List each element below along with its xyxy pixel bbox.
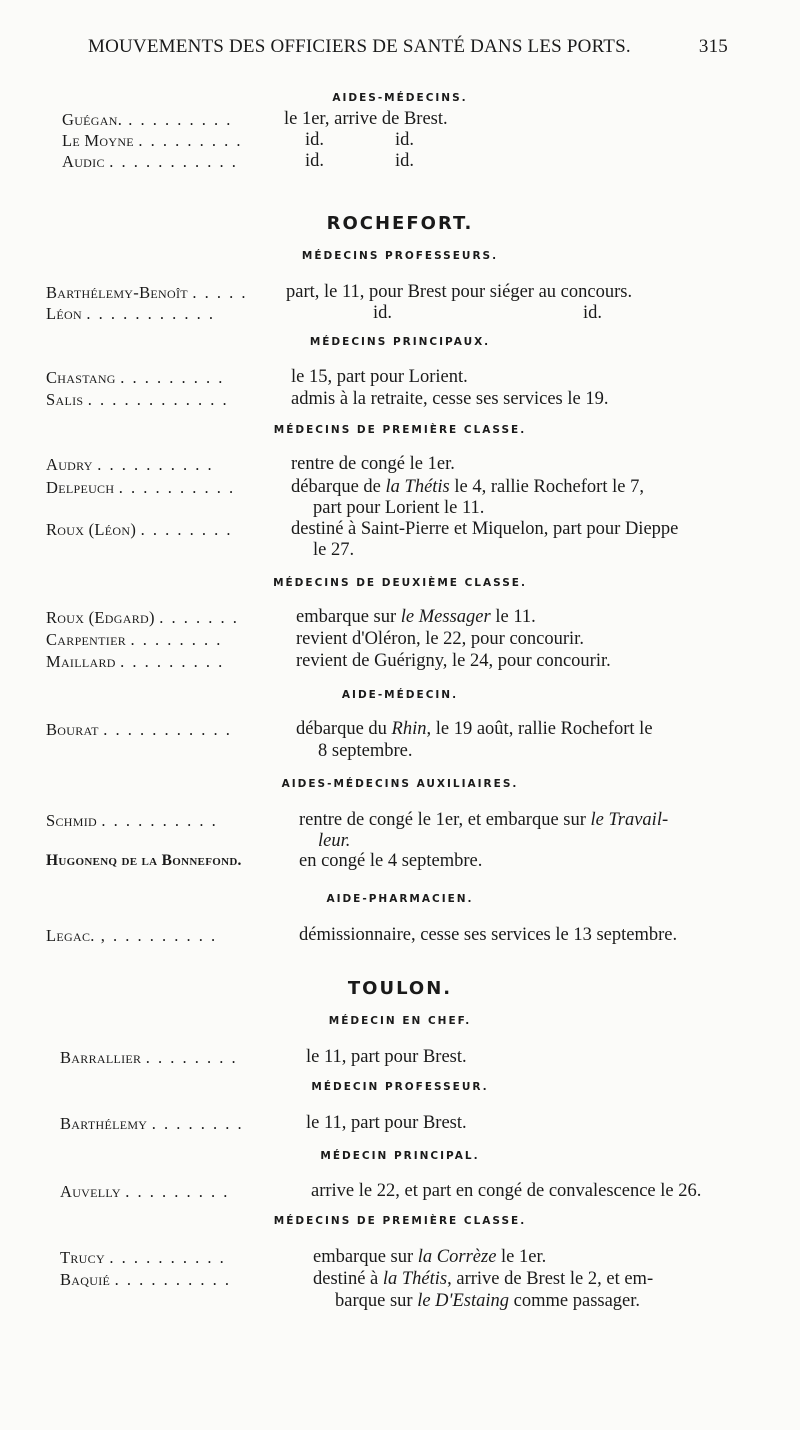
entry-text: id. xyxy=(395,151,415,171)
section-heading: MÉDECINS DE PREMIÈRE CLASSE. xyxy=(273,1215,527,1227)
officer-name: Delpeuch . . . . . . . . . . xyxy=(46,478,236,497)
officer-name: Roux (Léon) . . . . . . . . xyxy=(46,520,233,539)
port-heading: TOULON. xyxy=(347,978,453,999)
ship-name: la Thétis xyxy=(382,1269,448,1289)
section-heading: MÉDECIN EN CHEF. xyxy=(328,1015,472,1027)
section-heading: AIDE-PHARMACIEN. xyxy=(326,893,474,905)
entry-text: embarque sur la Corrèze le 1er. xyxy=(313,1247,547,1267)
officer-name: Audic . . . . . . . . . . . xyxy=(62,152,238,171)
entry-text: id. xyxy=(373,303,393,323)
entry-text: destiné à la Thétis, arrive de Brest le 2, et em- xyxy=(313,1269,654,1289)
section-heading: MÉDECINS DE DEUXIÈME CLASSE. xyxy=(273,577,527,589)
ship-name: le Messager xyxy=(400,607,491,627)
officer-name: Roux (Edgard) . . . . . . . xyxy=(46,608,239,627)
entry-text-continued: part pour Lorient le 11. xyxy=(313,498,485,518)
entry-text: débarque de la Thétis le 4, rallie Rochefort le 7, xyxy=(291,477,644,497)
ship-name: le Travail- xyxy=(590,810,669,830)
section-heading: AIDES-MÉDECINS AUXILIAIRES. xyxy=(281,778,519,790)
entry-text: id. xyxy=(583,303,603,323)
officer-name: Barrallier . . . . . . . . xyxy=(60,1048,238,1067)
entry-text: en congé le 4 septembre. xyxy=(299,851,483,871)
entry-text: embarque sur le Messager le 11. xyxy=(296,607,536,627)
page-number: 315 xyxy=(698,36,728,57)
ship-name: Rhin xyxy=(391,719,427,739)
officer-name: Léon . . . . . . . . . . . xyxy=(46,304,216,323)
entry-text: le 1er, arrive de Brest. xyxy=(284,109,448,129)
entry-text: démissionnaire, cesse ses services le 13 septembre. xyxy=(299,925,678,945)
entry-text-continued: le 27. xyxy=(313,540,355,560)
officer-name: Salis . . . . . . . . . . . . xyxy=(46,390,229,409)
running-title: MOUVEMENTS DES OFFICIERS DE SANTÉ DANS LES PORTS. xyxy=(88,36,631,57)
section-heading: MÉDECIN PROFESSEUR. xyxy=(311,1081,489,1093)
officer-name: Baquié . . . . . . . . . . xyxy=(60,1270,231,1289)
section-heading: MÉDECIN PRINCIPAL. xyxy=(320,1150,480,1162)
officer-name: Legac. , . . . . . . . . . xyxy=(46,926,218,945)
entry-text: le 11, part pour Brest. xyxy=(306,1113,467,1133)
officer-name: Barthélemy-Benoît . . . . . xyxy=(46,283,248,302)
officer-name: Trucy . . . . . . . . . . xyxy=(60,1248,226,1267)
officer-name: Schmid . . . . . . . . . . xyxy=(46,811,218,830)
officer-name: Maillard . . . . . . . . . xyxy=(46,652,225,671)
entry-text: id. xyxy=(395,130,415,150)
section-heading: AIDE-MÉDECIN. xyxy=(341,689,459,701)
ship-name: le D'Estaing xyxy=(417,1291,510,1311)
officer-name: Le Moyne . . . . . . . . . xyxy=(62,131,243,150)
officer-name: Barthélemy . . . . . . . . xyxy=(60,1114,244,1133)
officer-name: Guégan. . . . . . . . . . xyxy=(62,110,233,129)
entry-text: rentre de congé le 1er, et embarque sur le Travail- xyxy=(299,810,669,830)
entry-text: le 11, part pour Brest. xyxy=(306,1047,467,1067)
ship-name: la Corrèze xyxy=(417,1247,497,1267)
entry-text: revient de Guérigny, le 24, pour concourir. xyxy=(296,651,611,671)
entry-text-continued: barque sur le D'Estaing comme passager. xyxy=(335,1291,641,1311)
entry-text: id. xyxy=(305,130,325,150)
entry-text: débarque du Rhin, le 19 août, rallie Rochefort le xyxy=(296,719,653,739)
officer-name: Auvelly . . . . . . . . . xyxy=(60,1182,230,1201)
officer-name: Carpentier . . . . . . . . xyxy=(46,630,223,649)
section-heading: MÉDECINS PROFESSEURS. xyxy=(301,250,499,262)
officer-name: Hugonenq de la Bonnefond. xyxy=(46,852,242,869)
entry-text: le 15, part pour Lorient. xyxy=(291,367,468,387)
entry-text: admis à la retraite, cesse ses services le 19. xyxy=(291,389,609,409)
entry-text-continued: 8 septembre. xyxy=(318,741,413,761)
entry-text: rentre de congé le 1er. xyxy=(291,454,455,474)
entry-text: arrive le 22, et part en congé de convalescence le 26. xyxy=(311,1181,702,1201)
entry-text: part, le 11, pour Brest pour siéger au concours. xyxy=(286,282,633,302)
section-heading: AIDES-MÉDECINS. xyxy=(332,92,468,104)
ship-name: la Thétis xyxy=(385,477,450,497)
entry-text: revient d'Oléron, le 22, pour concourir. xyxy=(296,629,584,649)
entry-text-continued: leur. xyxy=(318,831,351,851)
section-heading: MÉDECINS PRINCIPAUX. xyxy=(309,336,491,348)
entry-text: destiné à Saint-Pierre et Miquelon, part pour Dieppe xyxy=(291,519,679,539)
section-heading: MÉDECINS DE PREMIÈRE CLASSE. xyxy=(273,424,527,436)
entry-text: id. xyxy=(305,151,325,171)
port-heading: ROCHEFORT. xyxy=(326,213,474,234)
officer-name: Chastang . . . . . . . . . xyxy=(46,368,225,387)
officer-name: Audry . . . . . . . . . . xyxy=(46,455,214,474)
officer-name: Bourat . . . . . . . . . . . xyxy=(46,720,232,739)
